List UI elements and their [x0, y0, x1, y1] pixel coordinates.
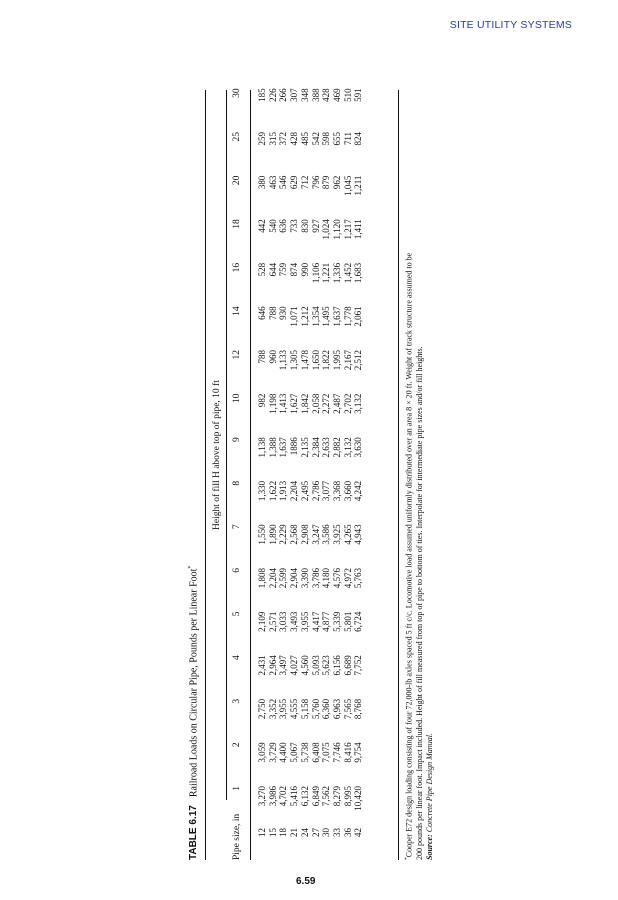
- table-caption: [188, 566, 199, 860]
- data-column: [257, 612, 364, 646]
- table-cell: 7,565: [342, 698, 353, 720]
- table-cell: 1,198: [267, 393, 278, 414]
- table-cell: 1,120: [331, 219, 342, 240]
- column-header: 6: [232, 568, 242, 573]
- table-cell: 3,352: [267, 698, 278, 720]
- table-cell: 1,336: [331, 262, 342, 284]
- table-cell: 1,822: [321, 350, 332, 371]
- table-cell: 5,623: [321, 655, 332, 676]
- table-cell: 7,562: [321, 786, 332, 807]
- column-header: 20: [232, 175, 242, 186]
- table-title-marker: *: [188, 565, 194, 569]
- table-cell: 2,786: [310, 480, 321, 502]
- data-column: [257, 306, 364, 340]
- table-cell: 1,106: [310, 262, 321, 284]
- table-cell: 598: [321, 132, 332, 146]
- table-cell: 6,132: [299, 786, 310, 807]
- column-header: 14: [232, 306, 242, 316]
- running-header: SITE UTILITY SYSTEMS: [449, 19, 572, 31]
- row-header: Pipe size, in: [232, 813, 242, 860]
- data-column: [257, 481, 364, 515]
- table-cell: 788: [257, 350, 267, 364]
- table-cell: 2,599: [278, 568, 289, 589]
- table-cell: 2,061: [353, 306, 364, 327]
- source-label: Source:: [425, 834, 435, 860]
- table-cell: 5,416: [289, 786, 300, 807]
- table-cell: 1,045: [342, 175, 353, 196]
- table-cell: 528: [257, 262, 267, 277]
- table-cell: 4,265: [342, 524, 353, 545]
- table-cell: 4,242: [353, 480, 364, 502]
- table-cell: 6,156: [331, 655, 342, 676]
- table-cell: 542: [310, 132, 321, 146]
- column-header: 10: [232, 393, 242, 404]
- data-column: [257, 263, 364, 297]
- pipe-size-cell: 36: [342, 828, 353, 837]
- table-cell: 185: [257, 88, 267, 102]
- table-cell: 5,339: [331, 611, 342, 632]
- table-cell: 5,067: [289, 742, 300, 763]
- table-cell: 1,995: [331, 350, 342, 371]
- pipe-size-column: [257, 828, 364, 850]
- table-cell: 824: [353, 132, 364, 146]
- table-cell: 1,354: [310, 306, 321, 327]
- table-cell: 1,330: [257, 480, 267, 502]
- table-cell: 1,452: [342, 262, 353, 284]
- footnote-line-2: 200 pounds per linear foot. Impact included. Height of fill measured from top of pipe to bottom of ties. Interpolate for intermediate pipe sizes and/or fill heights.: [414, 346, 424, 860]
- table-cell: 1,217: [342, 219, 353, 240]
- table-cell: 5,801: [342, 611, 353, 632]
- table-cell: 2,702: [342, 393, 353, 414]
- table-cell: 4,877: [321, 611, 332, 632]
- table-cell: 372: [278, 132, 289, 146]
- table-cell: 3,955: [299, 611, 310, 632]
- table-cell: 5,093: [310, 655, 321, 676]
- table-cell: 380: [257, 175, 267, 190]
- table-cell: 4,180: [321, 568, 332, 589]
- table-cell: 4,417: [310, 611, 321, 632]
- pipe-size-cell: 27: [310, 828, 321, 837]
- table-cell: 874: [289, 262, 300, 277]
- data-column: [257, 437, 364, 471]
- table-cell: 4,702: [278, 786, 289, 807]
- table-cell: 3,955: [278, 698, 289, 720]
- table-cell: 1,890: [267, 524, 278, 545]
- table-cell: 315: [267, 132, 278, 146]
- table-cell: 8,768: [353, 698, 364, 720]
- table-cell: 1,071: [289, 306, 300, 327]
- table-cell: 266: [278, 88, 289, 102]
- table-cell: 2,135: [299, 437, 310, 458]
- table-cell: 7,075: [321, 742, 332, 763]
- table-cell: 2,964: [267, 655, 278, 676]
- table-cell: 1,913: [278, 480, 289, 502]
- data-column: [257, 786, 364, 820]
- table-cell: 1,637: [278, 437, 289, 458]
- table-cell: 879: [321, 175, 332, 190]
- table-cell: 4,972: [342, 568, 353, 589]
- table-cell: 733: [289, 219, 300, 233]
- table-cell: 7,752: [353, 655, 364, 676]
- table-cell: 259: [257, 132, 267, 146]
- table-cell: 2,512: [353, 350, 364, 371]
- data-column: [257, 655, 364, 689]
- table-cell: 1,212: [299, 306, 310, 327]
- column-header: 1: [232, 786, 242, 791]
- table-cell: 629: [289, 175, 300, 190]
- table-cell: 1,627: [289, 393, 300, 414]
- table-cell: 644: [267, 262, 278, 277]
- column-header: 4: [232, 655, 242, 660]
- table-cell: 1886: [289, 437, 300, 456]
- table-cell: 4,027: [289, 655, 300, 676]
- table-cell: 6,724: [353, 611, 364, 632]
- table-cell: 960: [267, 350, 278, 364]
- column-header: 7: [232, 524, 242, 530]
- table-cell: 2,882: [331, 437, 342, 458]
- table-cell: 1,305: [289, 350, 300, 371]
- column-header: 30: [232, 88, 242, 98]
- table-cell: 2,272: [321, 393, 332, 414]
- table-cell: 6,689: [342, 655, 353, 676]
- table-cell: 2,495: [299, 480, 310, 502]
- rotated-table-block: [188, 90, 434, 860]
- data-column: [257, 219, 364, 253]
- table-cell: 2,204: [289, 480, 300, 502]
- table-cell: 1,622: [267, 480, 278, 502]
- table-cell: 10,420: [353, 786, 364, 811]
- table-cell: 1,413: [278, 393, 289, 414]
- table-cell: 1,478: [299, 350, 310, 371]
- table-cell: 930: [278, 306, 289, 320]
- column-header: 3: [232, 698, 242, 704]
- table-cell: 2,229: [278, 524, 289, 545]
- table-bottom-rule: [398, 90, 399, 860]
- table-cell: 6,963: [331, 698, 342, 720]
- data-column: [257, 350, 364, 384]
- table-cell: 3,493: [289, 611, 300, 632]
- table-cell: 2,384: [310, 437, 321, 458]
- table-cell: 6,849: [310, 786, 321, 807]
- table-cell: 1,683: [353, 262, 364, 284]
- table-cell: 830: [299, 219, 310, 233]
- table-cell: 2,904: [289, 568, 300, 589]
- table-cell: 1,221: [321, 262, 332, 284]
- table-cell: 711: [342, 132, 353, 146]
- table-cell: 5,158: [299, 698, 310, 720]
- spanner-rule: [226, 90, 227, 800]
- table-cell: 655: [331, 132, 342, 146]
- table-cell: 927: [310, 219, 321, 233]
- table-cell: 307: [289, 88, 300, 102]
- table-cell: 1,778: [342, 306, 353, 327]
- table-cell: 3,059: [257, 742, 267, 763]
- table-cell: 1,211: [353, 175, 364, 196]
- data-column: [257, 394, 364, 428]
- table-top-rule: [205, 90, 206, 860]
- data-column: [257, 699, 364, 733]
- table-label: TABLE 6.17: [188, 805, 200, 860]
- table-cell: 788: [267, 306, 278, 320]
- table-cell: 2,568: [289, 524, 300, 545]
- column-spanner: Height of fill H above top of pipe, 10 ft: [212, 380, 222, 530]
- table-cell: 3,247: [310, 524, 321, 545]
- column-header: 12: [232, 350, 242, 360]
- table-cell: 540: [267, 219, 278, 233]
- table-cell: 636: [278, 219, 289, 233]
- table-cell: 5,738: [299, 742, 310, 763]
- table-cell: 546: [278, 175, 289, 190]
- table-cell: 7,746: [331, 742, 342, 763]
- table-cell: 3,729: [267, 742, 278, 763]
- table-cell: 3,986: [267, 786, 278, 807]
- pipe-size-cell: 33: [331, 828, 342, 837]
- table-cell: 962: [331, 175, 342, 190]
- column-header: 2: [232, 742, 242, 748]
- table-cell: 469: [331, 88, 342, 102]
- table-cell: 510: [342, 88, 353, 102]
- column-header: 25: [232, 132, 242, 142]
- table-cell: 3,270: [257, 786, 267, 807]
- data-column: [257, 176, 364, 210]
- table-cell: 8,416: [342, 742, 353, 763]
- table-cell: 646: [257, 306, 267, 320]
- table-title: Railroad Loads on Circular Pipe, Pounds per Linear Foot: [188, 568, 200, 798]
- table-cell: 3,786: [310, 568, 321, 589]
- table-cell: 2,633: [321, 437, 332, 458]
- table-cell: 2,167: [342, 350, 353, 371]
- table-cell: 4,576: [331, 568, 342, 589]
- table-footnote: [402, 253, 435, 860]
- table-cell: 982: [257, 393, 267, 408]
- table-cell: 990: [299, 262, 310, 277]
- table-cell: 3,033: [278, 611, 289, 632]
- table-cell: 3,077: [321, 480, 332, 502]
- pipe-size-cell: 24: [299, 828, 310, 837]
- table-cell: 2,571: [267, 611, 278, 632]
- table-cell: 3,132: [342, 437, 353, 458]
- table-cell: 8,279: [331, 786, 342, 807]
- column-header: 18: [232, 219, 242, 229]
- table-cell: 388: [310, 88, 321, 102]
- table-cell: 2,487: [331, 393, 342, 414]
- table-cell: 759: [278, 262, 289, 277]
- table-cell: 5,763: [353, 568, 364, 589]
- pipe-size-cell: 30: [321, 828, 332, 837]
- data-column: [257, 568, 364, 602]
- table-cell: 485: [299, 132, 310, 146]
- table-cell: 796: [310, 175, 321, 190]
- footnote-marker: *: [404, 857, 410, 860]
- table-cell: 1,808: [257, 568, 267, 589]
- column-header: 8: [232, 480, 242, 486]
- table-cell: 2,431: [257, 655, 267, 676]
- column-header: 5: [232, 611, 242, 617]
- table-cell: 1,024: [321, 219, 332, 240]
- table-cell: 428: [321, 88, 332, 102]
- table-cell: 5,760: [310, 698, 321, 720]
- column-header: 16: [232, 262, 242, 273]
- table-cell: 4,555: [289, 698, 300, 720]
- table-cell: 591: [353, 88, 364, 102]
- table-cell: 3,586: [321, 524, 332, 545]
- table-cell: 1,388: [267, 437, 278, 458]
- data-column: [257, 742, 364, 776]
- table-cell: 3,368: [331, 480, 342, 502]
- table-cell: 428: [289, 132, 300, 146]
- table-cell: 442: [257, 219, 267, 233]
- table-cell: 1,637: [331, 306, 342, 327]
- table-cell: 1,133: [278, 350, 289, 371]
- table-cell: 9,754: [353, 742, 364, 763]
- data-column: [257, 132, 364, 166]
- pipe-size-cell: 15: [267, 828, 278, 837]
- table-cell: 2,750: [257, 698, 267, 720]
- table-cell: 2,908: [299, 524, 310, 545]
- footnote-line-1: Cooper E72 design loading consisting of four 72,000-lb axles spaced 5 ft c/c. Locomotive load assumed uniformly distributed over an area 8 × 20 ft. Weight of track structure assumed to be: [404, 252, 414, 858]
- table-cell: 1,495: [321, 306, 332, 327]
- table-cell: 463: [267, 175, 278, 190]
- pipe-size-cell: 12: [257, 828, 267, 837]
- table-cell: 1,650: [310, 350, 321, 371]
- table-cell: 3,630: [353, 437, 364, 458]
- table-cell: 1,550: [257, 524, 267, 545]
- table-cell: 1,842: [299, 393, 310, 414]
- table-cell: 4,943: [353, 524, 364, 545]
- source-text: Concrete Pipe Design Manual.: [425, 732, 435, 833]
- table-cell: 1,411: [353, 219, 364, 240]
- table-cell: 712: [299, 175, 310, 190]
- table-header-rule: [250, 90, 251, 860]
- table-cell: 6,408: [310, 742, 321, 763]
- table-cell: 3,497: [278, 655, 289, 676]
- table-cell: 3,660: [342, 480, 353, 502]
- data-column: [257, 88, 364, 122]
- pipe-size-cell: 42: [353, 828, 364, 837]
- table-cell: 8,995: [342, 786, 353, 807]
- table-cell: 4,560: [299, 655, 310, 676]
- page-number: 6.59: [296, 876, 316, 887]
- table-cell: 1,138: [257, 437, 267, 458]
- table-cell: 2,109: [257, 611, 267, 632]
- table-cell: 4,400: [278, 742, 289, 763]
- table-cell: 6,360: [321, 698, 332, 720]
- table-cell: 226: [267, 88, 278, 102]
- data-column: [257, 524, 364, 558]
- table-cell: 2,058: [310, 393, 321, 414]
- pipe-size-cell: 18: [278, 828, 289, 837]
- table-cell: 2,204: [267, 568, 278, 589]
- column-header: 9: [232, 437, 242, 442]
- table-cell: 3,132: [353, 393, 364, 414]
- table-cell: 348: [299, 88, 310, 102]
- table-cell: 3,925: [331, 524, 342, 545]
- table-cell: 3,390: [299, 568, 310, 589]
- pipe-size-cell: 21: [289, 828, 300, 837]
